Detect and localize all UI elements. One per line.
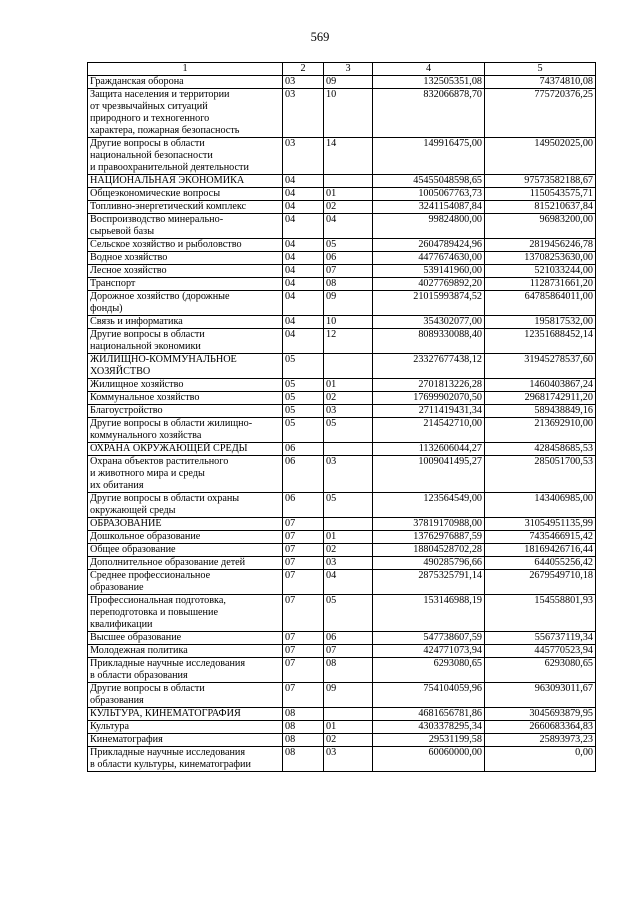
table-row bbox=[88, 265, 596, 278]
row-amount-1: 132505351,08 bbox=[373, 76, 485, 89]
row-subsection bbox=[324, 175, 373, 188]
row-name: Дополнительное образование детей bbox=[88, 557, 283, 570]
row-amount-2: 29681742911,20 bbox=[485, 392, 596, 405]
row-name: Благоустройство bbox=[88, 405, 283, 418]
row-subsection: 01 bbox=[324, 721, 373, 734]
row-section: 04 bbox=[283, 329, 324, 354]
row-section: 03 bbox=[283, 89, 324, 138]
row-subsection bbox=[324, 443, 373, 456]
row-amount-1: 3241154087,84 bbox=[373, 201, 485, 214]
row-subsection: 02 bbox=[324, 392, 373, 405]
row-subsection: 02 bbox=[324, 201, 373, 214]
row-amount-2: 521033244,00 bbox=[485, 265, 596, 278]
row-subsection: 03 bbox=[324, 456, 373, 493]
row-amount-1: 99824800,00 bbox=[373, 214, 485, 239]
row-name: Культура bbox=[88, 721, 283, 734]
row-amount-1: 539141960,00 bbox=[373, 265, 485, 278]
row-section: 06 bbox=[283, 443, 324, 456]
row-section: 04 bbox=[283, 278, 324, 291]
row-subsection: 10 bbox=[324, 89, 373, 138]
table-row bbox=[88, 418, 596, 443]
row-subsection: 03 bbox=[324, 405, 373, 418]
row-section: 08 bbox=[283, 734, 324, 747]
table-row bbox=[88, 645, 596, 658]
row-amount-2: 1128731661,20 bbox=[485, 278, 596, 291]
row-amount-1: 2711419431,34 bbox=[373, 405, 485, 418]
row-name: Охрана объектов растительного и животного мира и среды их обитания bbox=[88, 456, 283, 493]
table-row bbox=[88, 405, 596, 418]
row-section: 08 bbox=[283, 721, 324, 734]
row-amount-2: 0,00 bbox=[485, 747, 596, 772]
row-section: 04 bbox=[283, 214, 324, 239]
row-amount-1: 37819170988,00 bbox=[373, 518, 485, 531]
row-amount-1: 354302077,00 bbox=[373, 316, 485, 329]
row-amount-1: 6293080,65 bbox=[373, 658, 485, 683]
table-header-row bbox=[88, 63, 596, 76]
row-section: 04 bbox=[283, 201, 324, 214]
row-name: Топливно-энергетический комплекс bbox=[88, 201, 283, 214]
row-section: 05 bbox=[283, 405, 324, 418]
row-section: 07 bbox=[283, 570, 324, 595]
row-name: Коммунальное хозяйство bbox=[88, 392, 283, 405]
row-subsection: 05 bbox=[324, 418, 373, 443]
row-amount-1: 123564549,00 bbox=[373, 493, 485, 518]
row-section: 05 bbox=[283, 354, 324, 379]
row-section: 07 bbox=[283, 531, 324, 544]
row-amount-2: 195817532,00 bbox=[485, 316, 596, 329]
row-name: ЖИЛИЩНО-КОММУНАЛЬНОЕ ХОЗЯЙСТВО bbox=[88, 354, 283, 379]
row-name: Дошкольное образование bbox=[88, 531, 283, 544]
header-cell-2: 2 bbox=[283, 63, 324, 76]
row-subsection: 08 bbox=[324, 658, 373, 683]
table-row bbox=[88, 531, 596, 544]
row-subsection: 04 bbox=[324, 214, 373, 239]
row-subsection: 01 bbox=[324, 531, 373, 544]
row-subsection: 03 bbox=[324, 557, 373, 570]
row-amount-2: 97573582188,67 bbox=[485, 175, 596, 188]
table-row bbox=[88, 278, 596, 291]
table-row bbox=[88, 76, 596, 89]
row-amount-2: 963093011,67 bbox=[485, 683, 596, 708]
row-section: 05 bbox=[283, 418, 324, 443]
row-subsection: 14 bbox=[324, 138, 373, 175]
row-name: КУЛЬТУРА, КИНЕМАТОГРАФИЯ bbox=[88, 708, 283, 721]
table-row bbox=[88, 188, 596, 201]
row-section: 07 bbox=[283, 595, 324, 632]
row-name: Профессиональная подготовка, переподготовка и повышение квалификации bbox=[88, 595, 283, 632]
row-name: Среднее профессиональное образование bbox=[88, 570, 283, 595]
row-amount-2: 589438849,16 bbox=[485, 405, 596, 418]
row-name: ОХРАНА ОКРУЖАЮЩЕЙ СРЕДЫ bbox=[88, 443, 283, 456]
row-section: 04 bbox=[283, 265, 324, 278]
row-amount-1: 45455048598,65 bbox=[373, 175, 485, 188]
table-row bbox=[88, 329, 596, 354]
header-cell-5: 5 bbox=[485, 63, 596, 76]
row-amount-2: 1460403867,24 bbox=[485, 379, 596, 392]
row-section: 05 bbox=[283, 379, 324, 392]
row-name: Другие вопросы в области образования bbox=[88, 683, 283, 708]
row-amount-2: 74374810,08 bbox=[485, 76, 596, 89]
row-section: 07 bbox=[283, 518, 324, 531]
row-amount-1: 214542710,00 bbox=[373, 418, 485, 443]
header-cell-1: 1 bbox=[88, 63, 283, 76]
row-amount-1: 8089330088,40 bbox=[373, 329, 485, 354]
row-amount-1: 754104059,96 bbox=[373, 683, 485, 708]
row-section: 03 bbox=[283, 138, 324, 175]
row-name: Другие вопросы в области жилищно- коммунального хозяйства bbox=[88, 418, 283, 443]
row-amount-1: 1009041495,27 bbox=[373, 456, 485, 493]
table-row bbox=[88, 379, 596, 392]
row-amount-2: 644055256,42 bbox=[485, 557, 596, 570]
row-name: Прикладные научные исследования в области культуры, кинематографии bbox=[88, 747, 283, 772]
row-name: Кинематография bbox=[88, 734, 283, 747]
header-cell-4: 4 bbox=[373, 63, 485, 76]
row-amount-1: 18804528702,28 bbox=[373, 544, 485, 557]
row-amount-1: 547738607,59 bbox=[373, 632, 485, 645]
row-section: 07 bbox=[283, 645, 324, 658]
table-row bbox=[88, 683, 596, 708]
row-name: Другие вопросы в области национальной безопасности и правоохранительной деятельности bbox=[88, 138, 283, 175]
table-row bbox=[88, 175, 596, 188]
row-amount-1: 4027769892,20 bbox=[373, 278, 485, 291]
row-section: 04 bbox=[283, 175, 324, 188]
row-amount-2: 2679549710,18 bbox=[485, 570, 596, 595]
row-name: Другие вопросы в области охраны окружающей среды bbox=[88, 493, 283, 518]
table-row bbox=[88, 214, 596, 239]
table-row bbox=[88, 138, 596, 175]
row-amount-2: 3045693879,95 bbox=[485, 708, 596, 721]
row-subsection: 09 bbox=[324, 291, 373, 316]
row-amount-2: 2660683364,83 bbox=[485, 721, 596, 734]
row-amount-2: 6293080,65 bbox=[485, 658, 596, 683]
row-amount-2: 556737119,34 bbox=[485, 632, 596, 645]
row-amount-2: 96983200,00 bbox=[485, 214, 596, 239]
page-number: 569 bbox=[310, 30, 330, 44]
row-section: 08 bbox=[283, 708, 324, 721]
budget-table bbox=[87, 62, 596, 772]
row-name: Защита населения и территории от чрезвычайных ситуаций природного и техногенного характера, пожарная безопасность bbox=[88, 89, 283, 138]
table-row bbox=[88, 544, 596, 557]
row-name: Связь и информатика bbox=[88, 316, 283, 329]
row-amount-1: 4303378295,34 bbox=[373, 721, 485, 734]
table-row bbox=[88, 89, 596, 138]
row-subsection: 06 bbox=[324, 252, 373, 265]
row-amount-1: 1005067763,73 bbox=[373, 188, 485, 201]
row-section: 04 bbox=[283, 239, 324, 252]
table-row bbox=[88, 570, 596, 595]
table-row bbox=[88, 354, 596, 379]
row-subsection bbox=[324, 708, 373, 721]
row-subsection: 09 bbox=[324, 76, 373, 89]
row-name: Дорожное хозяйство (дорожные фонды) bbox=[88, 291, 283, 316]
row-amount-2: 149502025,00 bbox=[485, 138, 596, 175]
row-name: НАЦИОНАЛЬНАЯ ЭКОНОМИКА bbox=[88, 175, 283, 188]
row-name: Воспроизводство минерально- сырьевой базы bbox=[88, 214, 283, 239]
row-section: 05 bbox=[283, 392, 324, 405]
row-section: 07 bbox=[283, 632, 324, 645]
row-subsection: 09 bbox=[324, 683, 373, 708]
row-name: ОБРАЗОВАНИЕ bbox=[88, 518, 283, 531]
table-row bbox=[88, 747, 596, 772]
row-amount-1: 13762976887,59 bbox=[373, 531, 485, 544]
row-subsection: 03 bbox=[324, 747, 373, 772]
row-amount-2: 775720376,25 bbox=[485, 89, 596, 138]
table-row bbox=[88, 658, 596, 683]
row-amount-2: 31054951135,99 bbox=[485, 518, 596, 531]
row-subsection: 02 bbox=[324, 734, 373, 747]
row-subsection: 08 bbox=[324, 278, 373, 291]
row-name: Молодежная политика bbox=[88, 645, 283, 658]
row-amount-1: 2875325791,14 bbox=[373, 570, 485, 595]
row-subsection: 05 bbox=[324, 239, 373, 252]
row-subsection: 07 bbox=[324, 645, 373, 658]
row-amount-1: 4477674630,00 bbox=[373, 252, 485, 265]
header-cell-3: 3 bbox=[324, 63, 373, 76]
row-amount-1: 21015993874,52 bbox=[373, 291, 485, 316]
row-name: Транспорт bbox=[88, 278, 283, 291]
row-amount-2: 445770523,94 bbox=[485, 645, 596, 658]
table-row bbox=[88, 456, 596, 493]
row-amount-2: 31945278537,60 bbox=[485, 354, 596, 379]
row-subsection: 01 bbox=[324, 379, 373, 392]
row-amount-2: 2819456246,78 bbox=[485, 239, 596, 252]
row-subsection: 05 bbox=[324, 493, 373, 518]
row-section: 03 bbox=[283, 76, 324, 89]
table-row bbox=[88, 721, 596, 734]
row-name: Прикладные научные исследования в области образования bbox=[88, 658, 283, 683]
row-amount-1: 424771073,94 bbox=[373, 645, 485, 658]
row-amount-1: 149916475,00 bbox=[373, 138, 485, 175]
row-name: Другие вопросы в области национальной экономики bbox=[88, 329, 283, 354]
row-amount-2: 25893973,23 bbox=[485, 734, 596, 747]
row-subsection bbox=[324, 354, 373, 379]
row-amount-2: 285051700,53 bbox=[485, 456, 596, 493]
row-amount-1: 17699902070,50 bbox=[373, 392, 485, 405]
row-name: Водное хозяйство bbox=[88, 252, 283, 265]
row-subsection: 10 bbox=[324, 316, 373, 329]
row-subsection: 01 bbox=[324, 188, 373, 201]
table-row bbox=[88, 392, 596, 405]
row-amount-1: 60060000,00 bbox=[373, 747, 485, 772]
row-section: 04 bbox=[283, 252, 324, 265]
row-subsection: 02 bbox=[324, 544, 373, 557]
row-amount-2: 154558801,93 bbox=[485, 595, 596, 632]
row-amount-1: 29531199,58 bbox=[373, 734, 485, 747]
row-amount-1: 153146988,19 bbox=[373, 595, 485, 632]
row-amount-2: 13708253630,00 bbox=[485, 252, 596, 265]
row-amount-1: 2604789424,96 bbox=[373, 239, 485, 252]
row-amount-2: 143406985,00 bbox=[485, 493, 596, 518]
row-name: Жилищное хозяйство bbox=[88, 379, 283, 392]
row-name: Сельское хозяйство и рыболовство bbox=[88, 239, 283, 252]
table-row bbox=[88, 316, 596, 329]
row-name: Высшее образование bbox=[88, 632, 283, 645]
row-amount-1: 4681656781,86 bbox=[373, 708, 485, 721]
row-amount-1: 490285796,66 bbox=[373, 557, 485, 570]
table-row bbox=[88, 291, 596, 316]
row-section: 04 bbox=[283, 188, 324, 201]
table-row bbox=[88, 734, 596, 747]
row-section: 07 bbox=[283, 544, 324, 557]
table-row bbox=[88, 252, 596, 265]
row-subsection: 07 bbox=[324, 265, 373, 278]
table-row bbox=[88, 595, 596, 632]
row-amount-2: 18169426716,44 bbox=[485, 544, 596, 557]
row-section: 08 bbox=[283, 747, 324, 772]
row-amount-2: 7435466915,42 bbox=[485, 531, 596, 544]
row-subsection: 04 bbox=[324, 570, 373, 595]
row-name: Общее образование bbox=[88, 544, 283, 557]
row-section: 04 bbox=[283, 316, 324, 329]
row-amount-2: 12351688452,14 bbox=[485, 329, 596, 354]
table-row bbox=[88, 632, 596, 645]
row-amount-2: 64785864011,00 bbox=[485, 291, 596, 316]
row-section: 06 bbox=[283, 493, 324, 518]
row-section: 06 bbox=[283, 456, 324, 493]
row-subsection: 12 bbox=[324, 329, 373, 354]
row-subsection: 06 bbox=[324, 632, 373, 645]
table-row bbox=[88, 708, 596, 721]
row-section: 04 bbox=[283, 291, 324, 316]
row-subsection bbox=[324, 518, 373, 531]
row-amount-1: 1132606044,27 bbox=[373, 443, 485, 456]
row-amount-1: 2701813226,28 bbox=[373, 379, 485, 392]
table-row bbox=[88, 443, 596, 456]
row-subsection: 05 bbox=[324, 595, 373, 632]
table-row bbox=[88, 493, 596, 518]
row-amount-1: 832066878,70 bbox=[373, 89, 485, 138]
table-row bbox=[88, 557, 596, 570]
table-row bbox=[88, 518, 596, 531]
row-section: 07 bbox=[283, 557, 324, 570]
row-amount-2: 428458685,53 bbox=[485, 443, 596, 456]
row-amount-2: 815210637,84 bbox=[485, 201, 596, 214]
table-row bbox=[88, 201, 596, 214]
row-name: Гражданская оборона bbox=[88, 76, 283, 89]
row-section: 07 bbox=[283, 658, 324, 683]
row-amount-2: 1150543575,71 bbox=[485, 188, 596, 201]
row-name: Общеэкономические вопросы bbox=[88, 188, 283, 201]
row-name: Лесное хозяйство bbox=[88, 265, 283, 278]
row-section: 07 bbox=[283, 683, 324, 708]
table-row bbox=[88, 239, 596, 252]
row-amount-2: 213692910,00 bbox=[485, 418, 596, 443]
row-amount-1: 23327677438,12 bbox=[373, 354, 485, 379]
